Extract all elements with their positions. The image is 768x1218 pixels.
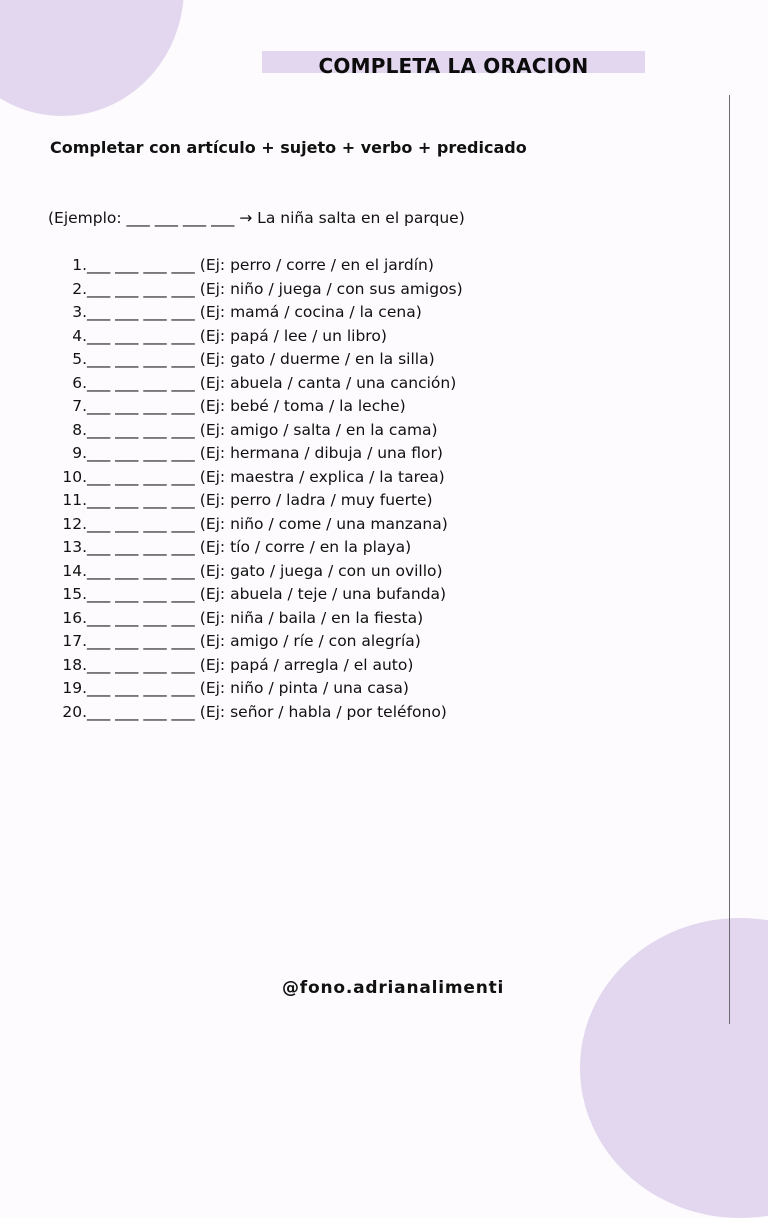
exercise-number: 6.	[72, 373, 87, 392]
answer-blanks: ___ ___ ___ ___	[87, 585, 195, 603]
exercise-item	[48, 583, 463, 607]
decorative-circle-bottom-right	[580, 918, 768, 1218]
exercise-item	[48, 466, 463, 490]
author-handle: @fono.adrianalimenti	[282, 978, 505, 998]
page-title: COMPLETA LA ORACION	[318, 54, 589, 78]
exercise-hint: (Ej: tío / corre / en la playa)	[199, 538, 412, 556]
answer-blanks: ___ ___ ___ ___	[87, 702, 195, 721]
answer-blanks: ___ ___ ___ ___	[87, 655, 195, 674]
answer-blanks: ___ ___ ___ ___	[87, 444, 195, 462]
exercise-item	[48, 607, 463, 631]
exercise-hint: (Ej: señor / habla / por teléfono)	[199, 702, 447, 721]
answer-blanks: ___ ___ ___ ___	[87, 467, 195, 486]
exercise-number: 13.	[62, 538, 87, 556]
exercise-hint: (Ej: papá / lee / un libro)	[199, 326, 387, 345]
exercise-number: 4.	[72, 326, 87, 345]
exercise-item	[48, 701, 463, 725]
answer-blanks: ___ ___ ___ ___	[87, 491, 195, 509]
exercise-hint: (Ej: bebé / toma / la leche)	[199, 397, 406, 415]
exercise-number: 2.	[72, 279, 87, 298]
exercise-item	[48, 301, 463, 325]
exercise-number: 14.	[62, 561, 87, 580]
exercise-hint: (Ej: maestra / explica / la tarea)	[199, 467, 445, 486]
answer-blanks: ___ ___ ___ ___	[87, 608, 195, 627]
exercise-number: 11.	[62, 491, 87, 509]
answer-blanks: ___ ___ ___ ___	[87, 350, 195, 368]
exercise-item	[48, 560, 463, 584]
exercise-hint: (Ej: niño / come / una manzana)	[199, 514, 448, 533]
answer-blanks: ___ ___ ___ ___	[87, 538, 195, 556]
exercise-hint: (Ej: mamá / cocina / la cena)	[199, 303, 422, 321]
exercise-item	[48, 395, 463, 419]
exercise-number: 19.	[62, 679, 87, 697]
exercise-item	[48, 372, 463, 396]
exercise-hint: (Ej: perro / ladra / muy fuerte)	[199, 491, 433, 509]
exercise-number: 15.	[62, 585, 87, 603]
exercise-item	[48, 278, 463, 302]
exercise-hint: (Ej: niño / pinta / una casa)	[199, 679, 409, 697]
answer-blanks: ___ ___ ___ ___	[87, 561, 195, 580]
exercise-hint: (Ej: abuela / canta / una canción)	[199, 373, 457, 392]
answer-blanks: ___ ___ ___ ___	[87, 420, 195, 439]
exercise-number: 9.	[72, 444, 87, 462]
exercise-hint: (Ej: perro / corre / en el jardín)	[199, 256, 434, 274]
answer-blanks: ___ ___ ___ ___	[87, 326, 195, 345]
exercise-hint: (Ej: hermana / dibuja / una flor)	[199, 444, 443, 462]
exercise-hint: (Ej: gato / juega / con un ovillo)	[199, 561, 443, 580]
exercise-hint: (Ej: amigo / ríe / con alegría)	[199, 632, 421, 650]
exercise-number: 18.	[62, 655, 87, 674]
exercise-list	[48, 254, 463, 724]
decorative-circle-top-left	[0, 0, 184, 116]
exercise-number: 12.	[62, 514, 87, 533]
instructions: Completar con artículo + sujeto + verbo + predicado	[50, 138, 527, 157]
exercise-hint: (Ej: abuela / teje / una bufanda)	[199, 585, 447, 603]
answer-blanks: ___ ___ ___ ___	[87, 256, 195, 274]
exercise-hint: (Ej: papá / arregla / el auto)	[199, 655, 414, 674]
exercise-number: 1.	[72, 256, 87, 274]
exercise-number: 17.	[62, 632, 87, 650]
vertical-divider	[729, 95, 730, 1024]
exercise-item	[48, 536, 463, 560]
exercise-item	[48, 442, 463, 466]
exercise-item	[48, 419, 463, 443]
exercise-item	[48, 513, 463, 537]
exercise-item	[48, 254, 463, 278]
answer-blanks: ___ ___ ___ ___	[87, 279, 195, 298]
exercise-item	[48, 489, 463, 513]
exercise-item	[48, 348, 463, 372]
answer-blanks: ___ ___ ___ ___	[87, 632, 195, 650]
exercise-hint: (Ej: niño / juega / con sus amigos)	[199, 279, 463, 298]
exercise-item	[48, 630, 463, 654]
exercise-number: 3.	[72, 303, 87, 321]
exercise-hint: (Ej: gato / duerme / en la silla)	[199, 350, 435, 368]
exercise-number: 8.	[72, 420, 87, 439]
answer-blanks: ___ ___ ___ ___	[87, 514, 195, 533]
exercise-number: 5.	[72, 350, 87, 368]
exercise-number: 10.	[62, 467, 87, 486]
answer-blanks: ___ ___ ___ ___	[87, 679, 195, 697]
answer-blanks: ___ ___ ___ ___	[87, 397, 195, 415]
exercise-item	[48, 654, 463, 678]
answer-blanks: ___ ___ ___ ___	[87, 373, 195, 392]
exercise-item	[48, 325, 463, 349]
example-sentence: (Ejemplo: ___ ___ ___ ___ → La niña salta en el parque)	[48, 209, 465, 227]
exercise-number: 7.	[72, 397, 87, 415]
exercise-hint: (Ej: niña / baila / en la fiesta)	[199, 608, 424, 627]
exercise-number: 20.	[62, 702, 87, 721]
exercise-hint: (Ej: amigo / salta / en la cama)	[199, 420, 438, 439]
exercise-item	[48, 677, 463, 701]
answer-blanks: ___ ___ ___ ___	[87, 303, 195, 321]
exercise-number: 16.	[62, 608, 87, 627]
